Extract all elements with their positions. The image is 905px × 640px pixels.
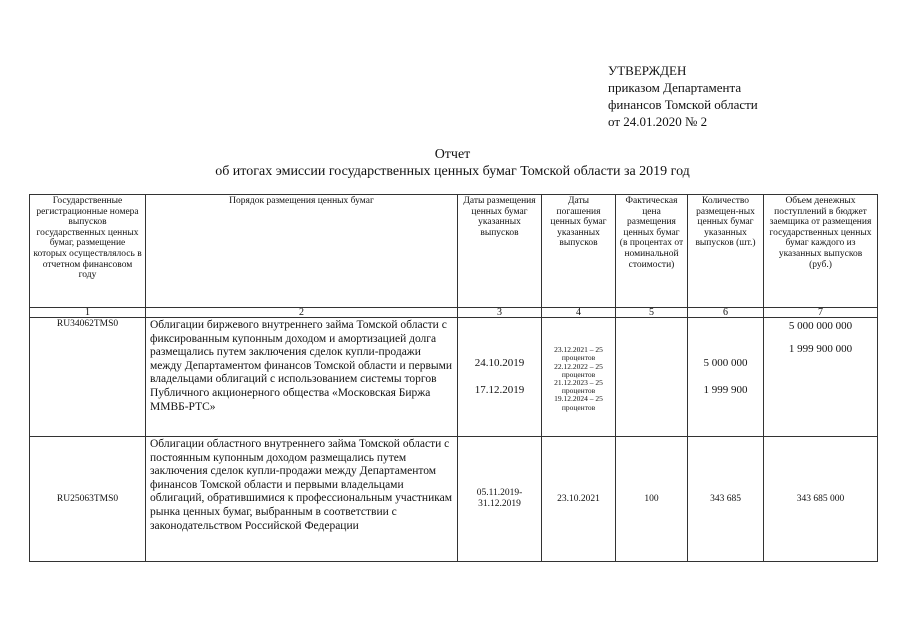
quantity-value: 5 000 000 (703, 357, 748, 369)
header-placement-dates: Даты размещения ценных бумаг указанных выпусков (458, 195, 542, 308)
redemption-date: 23.10.2021 (542, 437, 616, 562)
header-actual-price: Фактическая цена размещения ценных бумаг (в процентах от номинальной стоимости) (616, 195, 688, 308)
header-registration-numbers: Государственные регистрационные номера выпусков государственных ценных бумаг, размещение которых осуществлялось в отчетном финансовом году (30, 195, 146, 308)
approval-block (608, 62, 758, 130)
quantity-value: 1 999 900 (703, 384, 748, 396)
table-header-row (30, 195, 878, 308)
column-number: 2 (146, 308, 458, 318)
column-number: 3 (458, 308, 542, 318)
registration-number: RU34062TMS0 (30, 318, 146, 437)
column-number: 6 (688, 308, 764, 318)
approval-line-department: финансов Томской области (608, 97, 758, 112)
report-title-line2: об итогах эмиссии государственных ценных бумаг Томской области за 2019 год (215, 164, 690, 179)
column-number: 4 (542, 308, 616, 318)
table-row (30, 318, 878, 437)
actual-price: 100 (616, 437, 688, 562)
table-row (30, 437, 878, 562)
approval-line-approved: УТВЕРЖДЕН (608, 63, 687, 78)
proceeds-value: 343 685 000 (764, 437, 878, 562)
header-redemption-dates: Даты погашения ценных бумаг указанных выпусков (542, 195, 616, 308)
redemption-schedule-item: 23.12.2021 – 25 процентов (554, 345, 603, 363)
report-title-line1: Отчет (434, 147, 471, 162)
approval-line-date-number: от 24.01.2020 № 2 (608, 114, 708, 129)
placement-date: 17.12.2019 (474, 384, 525, 396)
quantity-value: 343 685 (688, 437, 764, 562)
proceeds-value: 5 000 000 000 (788, 320, 853, 332)
placement-date: 24.10.2019 (474, 357, 525, 369)
column-number: 5 (616, 308, 688, 318)
column-number: 1 (30, 308, 146, 318)
header-quantity: Количество размещен-ных ценных бумаг указанных выпусков (шт.) (688, 195, 764, 308)
header-proceeds: Объем денежных поступлений в бюджет заемщика от размещения государственных ценных бумаг каждого из указанных выпусков (руб.) (764, 195, 878, 308)
quantity-cell (688, 318, 764, 437)
redemption-schedule-item: 19.12.2024 – 25 процентов (554, 394, 603, 412)
placement-date: 05.11.2019-31.12.2019 (458, 437, 542, 562)
column-number: 7 (764, 308, 878, 318)
proceeds-value: 1 999 900 000 (788, 343, 853, 355)
placement-order-text: Облигации биржевого внутреннего займа Томской области с фиксированным купонным доходом и амортизацией долга размещались путем заключения сделок купли-продажи между Департаментом финансов Томской области и первыми владельцами облигаций с использованием системы торгов Публичного акционерного общества «Московская Биржа ММВБ-РТС» (146, 318, 458, 437)
column-number-row (30, 308, 878, 318)
actual-price (616, 318, 688, 437)
registration-number: RU25063TMS0 (30, 437, 146, 562)
placement-order-text: Облигации областного внутреннего займа Томской области с постоянным купонным доходом размещались путем заключения сделок купли-продажи между Департаментом финансов Томской области и первыми владельцами облигаций, обратившимися к профессиональным участникам рынка ценных бумаг, выбранным в соответствии с законодательством Российской Федерации (146, 437, 458, 562)
redemption-schedule-item: 21.12.2023 – 25 процентов (554, 378, 603, 396)
report-title (0, 146, 905, 180)
proceeds-cell (764, 318, 878, 437)
emission-report-table (29, 194, 878, 562)
redemption-dates-cell (542, 318, 616, 437)
placement-dates-cell (458, 318, 542, 437)
approval-line-order: приказом Департамента (608, 80, 742, 95)
redemption-schedule-item: 22.12.2022 – 25 процентов (554, 361, 603, 379)
header-placement-order: Порядок размещения ценных бумаг (146, 195, 458, 308)
